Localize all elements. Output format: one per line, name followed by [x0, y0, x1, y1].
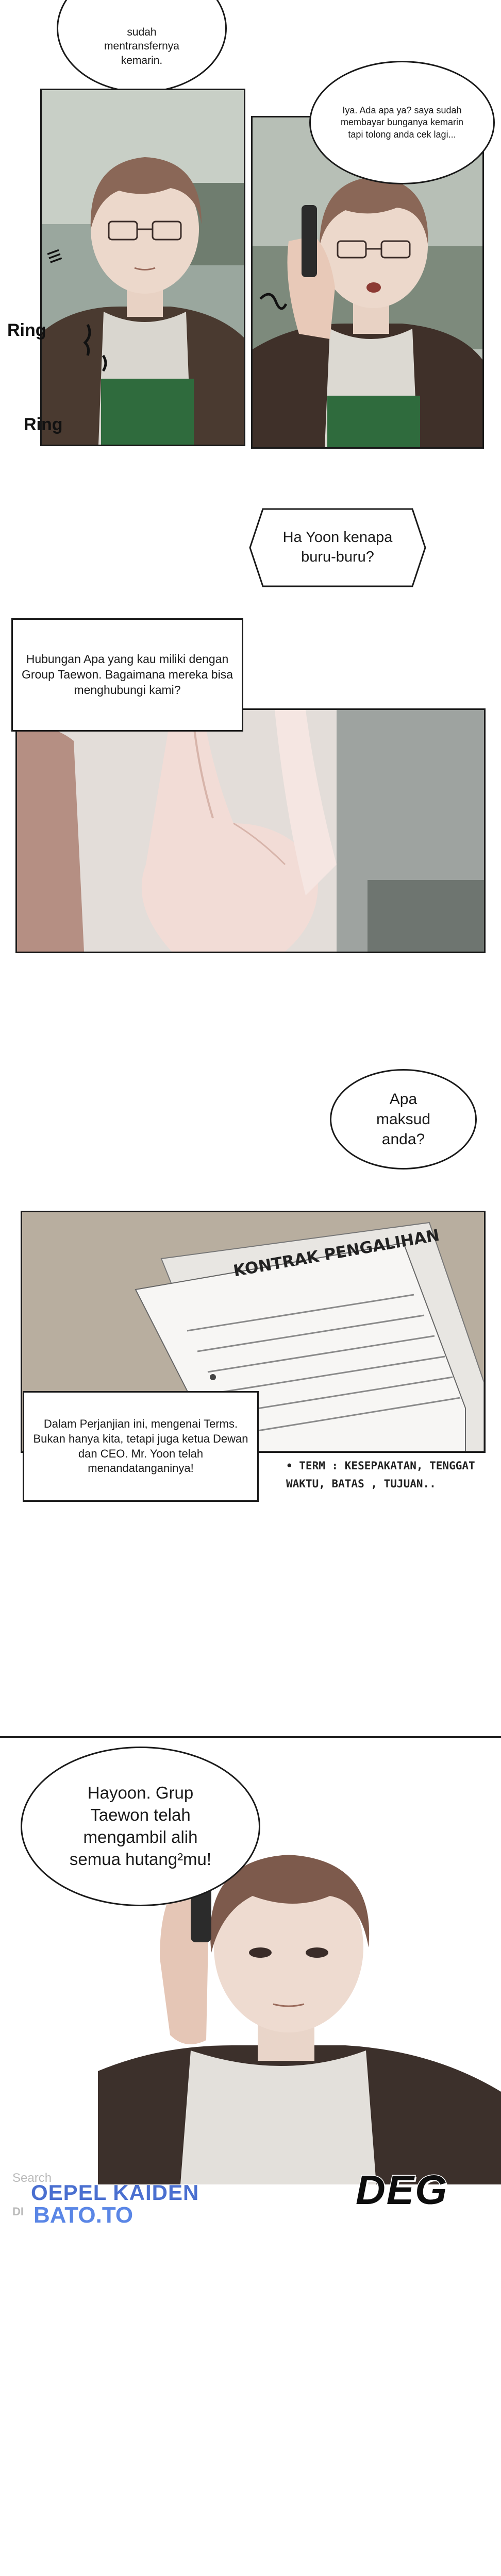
panel-1: [40, 89, 245, 446]
speech-bubble-top: [57, 0, 227, 93]
narration-text: Dalam Perjanjian ini, mengenai Terms. Bukan hanya kita, tetapi juga ketua Dewan dan CEO. Mr. Yoon telah menandatanganinya!: [33, 1417, 248, 1475]
speech-text: sudah mentransfernya kemarin.: [104, 26, 179, 66]
shout-bubble-hexagon: [247, 504, 428, 591]
panel-3: [15, 708, 486, 953]
watermark-site: BATO.TO: [34, 2202, 133, 2228]
watermark-search: Search: [12, 2171, 52, 2185]
speech-text: Hayoon. Grup Taewon telah mengambil alih semua hutang²mu!: [69, 1783, 212, 1869]
sfx-ring-1: Ring: [7, 320, 46, 340]
speech-bubble-takeover: [21, 1747, 260, 1906]
speech-text: Apa maksud anda?: [376, 1091, 431, 1148]
speech-bubble-answer: [309, 61, 495, 184]
panel-3-art: [17, 710, 484, 952]
translator-note: • TERM : KESEPAKATAN, TENGGAT WAKTU, BATAS , TUJUAN..: [286, 1460, 475, 1490]
watermark-di: DI: [12, 2205, 24, 2218]
watermark-name: OEPEL KAIDEN: [31, 2180, 199, 2205]
panel-1-art: [42, 90, 244, 445]
speech-bubble-question: [330, 1069, 477, 1170]
sfx-vibration-lines: ≡: [43, 241, 66, 272]
vibration-marks: [67, 319, 119, 381]
speech-text: Ha Yoon kenapa buru-buru?: [282, 529, 393, 565]
sfx-ring-2: Ring: [24, 415, 63, 434]
speech-text: Iya. Ada apa ya? saya sudah membayar bunganya kemarin tapi tolong anda cek lagi...: [340, 105, 464, 140]
narration-text: Hubungan Apa yang kau miliki dengan Group Taewon. Bagaimana mereka bisa menghubungi kami?: [22, 652, 233, 697]
narration-box-contract: [23, 1391, 259, 1502]
narration-box-question: [11, 618, 243, 732]
section-divider: [0, 1736, 501, 1738]
sfx-squiggle: [255, 289, 291, 325]
sfx-deg: DEG: [356, 2167, 448, 2213]
contract-title: KONTRAK PENGALIHAN: [232, 1226, 441, 1281]
